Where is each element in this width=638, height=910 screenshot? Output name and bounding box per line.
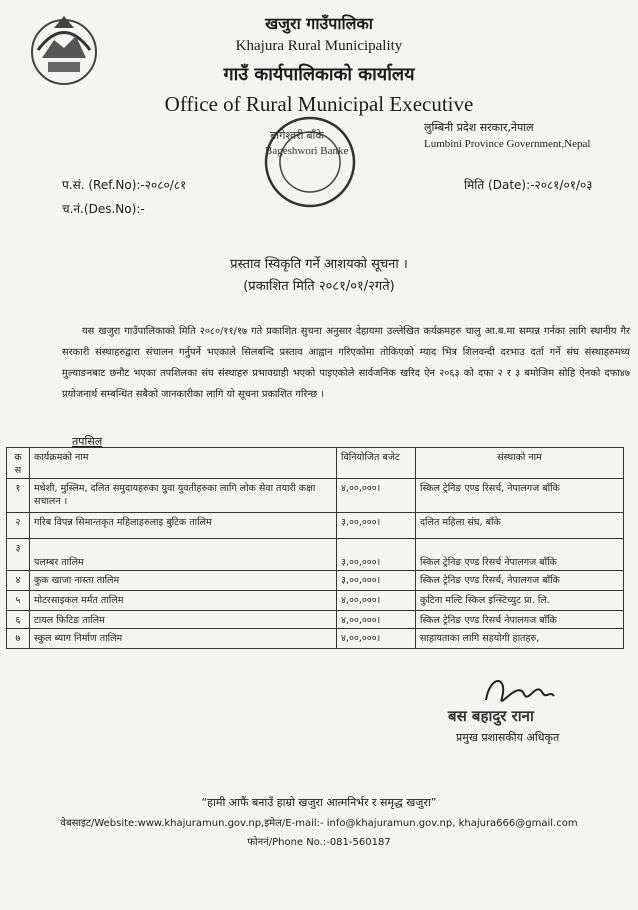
table-row <box>7 539 624 571</box>
row-program: स्कुल ब्याग निर्माण तालिम <box>30 629 337 649</box>
stamp-line-np: बागेश्वरी बाँके <box>270 130 324 142</box>
row-budget: ४,००,०००। <box>337 479 416 513</box>
row-program: मोटरसाइकल मर्मत तालिम <box>30 591 337 611</box>
row-sn: ४ <box>7 571 30 591</box>
notice-published-date: (प्रकाशित मिति २०८१/०१/२गते) <box>243 279 395 294</box>
row-org: दलित महिला संघ, बाँके <box>416 513 624 539</box>
table-row <box>7 571 624 591</box>
office-name-np: गाउँ कार्यपालिकाको कार्यालय <box>223 64 415 85</box>
ref-number: प.सं. (Ref.No):-२०८०/८१ <box>62 178 187 192</box>
province-np: लुम्बिनी प्रदेश सरकार,नेपाल <box>424 121 534 134</box>
row-program: पलम्बर तालिम <box>30 539 337 571</box>
header-sn: क स <box>7 448 30 479</box>
stamp-line-en: Bageshwori Banke <box>265 145 349 157</box>
row-program: मधेशी, मुस्लिम, दलित समुदायहरुका युवा युवतीहरुका लागि लोक सेवा तयारी कक्षा सचालन । <box>30 479 337 513</box>
table-row <box>7 513 624 539</box>
row-program: कुक खाजा नास्ता तालिम <box>30 571 337 591</box>
row-sn: ३ <box>7 539 30 571</box>
table-header-row <box>7 448 624 479</box>
row-sn: ७ <box>7 629 30 649</box>
row-org: स्किल ट्रेनिङ एण्ड रिसर्च, नेपालगज बाँकि <box>416 571 624 591</box>
row-budget: ४,००,०००। <box>337 629 416 649</box>
row-program: गरिब विपन्न सिमान्तकृत महिलाहरुलाइ बुटिक तालिम <box>30 513 337 539</box>
row-sn: ५ <box>7 591 30 611</box>
row-org: कुटिना मल्टि स्किल इन्स्टिच्युट प्रा. लि. <box>416 591 624 611</box>
row-sn: २ <box>7 513 30 539</box>
footer-phone: फोननं/Phone No.:-081-560187 <box>247 837 391 848</box>
row-sn: ६ <box>7 611 30 629</box>
footer-motto: “हामी आफैं बनाउँ हाम्रो खजुरा आत्मनिर्भर र समृद्ध खजुरा” <box>201 796 437 809</box>
row-budget: ३,००,०००। <box>337 539 416 571</box>
row-org: स्किल ट्रेनिङ एण्ड रिसर्च नेपालगज बाँकि <box>416 539 624 571</box>
signer-name: बस बहादुर राना <box>448 707 534 725</box>
row-org: स्किल ट्रेनिङ एण्ड रिसर्च नेपालगज बाँकि <box>416 611 624 629</box>
row-sn: १ <box>7 479 30 513</box>
header-budget: विनियोजित बजेट <box>337 448 416 479</box>
row-program: टायल फिटिङ तालिम <box>30 611 337 629</box>
table-row <box>7 591 624 611</box>
row-budget: ४,००,०००। <box>337 591 416 611</box>
program-table <box>6 447 624 649</box>
notice-title: प्रस्ताव स्विकृति गर्ने आशयको सूचना । <box>230 257 408 272</box>
municipality-name-en: Khajura Rural Municipality <box>235 38 403 54</box>
table-row <box>7 611 624 629</box>
header-program: कार्यक्रमको नाम <box>30 448 337 479</box>
province-en: Lumbini Province Government,Nepal <box>424 138 591 150</box>
tapasil-heading: तपसिल <box>72 435 103 448</box>
row-budget: ३,००,०००। <box>337 571 416 591</box>
notice-body: यस खजुरा गाउँपालिकाको मिति २०८०/११/१७ गते प्रकाशित सुचना अनुसार देहायमा उल्लेखित कर्यक्रमहरु चालु आ.ब.मा सम्पन्न गर्नका लागि स्थानीय गैर सरकारी संस्थाहरुद्वारा संचालन गर्नुपर्ने भएकाले सिलबन्दि प्रस्ताव आह्वान गरिएकोमा तोकिएको म्याद भित्र शिलवन्दी दरभाउ दर्ता गर्ने संघ संस्थाहरुमध्य मुल्याङनबाट छनौट भएका तपशिलका संघ संस्थाहरु प्रभावग्राही भएको पाइएकोले सार्वजनिक खरिद ऐन २०६३ को दफा २ र ३ बमोजिम सोहि ऐनको दफा४७ प्रयोजनार्थ सम्बन्धित सबैको जानकारीका लागि यो सूचना प्रकाशित गरिन्छ । <box>62 326 630 400</box>
office-name-en: Office of Rural Municipal Executive <box>164 92 474 116</box>
row-budget: ३,००,०००। <box>337 513 416 539</box>
row-org: साहायताका लागि सहयोगी हातहरु, <box>416 629 624 649</box>
header-org: संस्थाको नाम <box>416 448 624 479</box>
signer-title: प्रमुख प्रशासकीय अधिकृत <box>456 731 560 744</box>
dispatch-number: च.नं.(Des.No):- <box>62 202 145 216</box>
row-budget: ४,००,०००। <box>337 611 416 629</box>
table-row <box>7 629 624 649</box>
letter-date: मिति (Date):-२०८१/०१/०३ <box>464 178 593 192</box>
row-org: स्किल ट्रेनिङ एण्ड रिसर्च, नेपालगज बाँकि <box>416 479 624 513</box>
office-stamp-icon <box>250 112 370 212</box>
footer-website-email: वेबसाइट/Website:www.khajuramun.gov.np,इमेल/E-mail:- info@khajuramun.gov.np, khajura666@gmail.com <box>60 818 578 829</box>
municipality-name-np: खजुरा गाउँपालिका <box>265 14 373 33</box>
table-row <box>7 479 624 513</box>
